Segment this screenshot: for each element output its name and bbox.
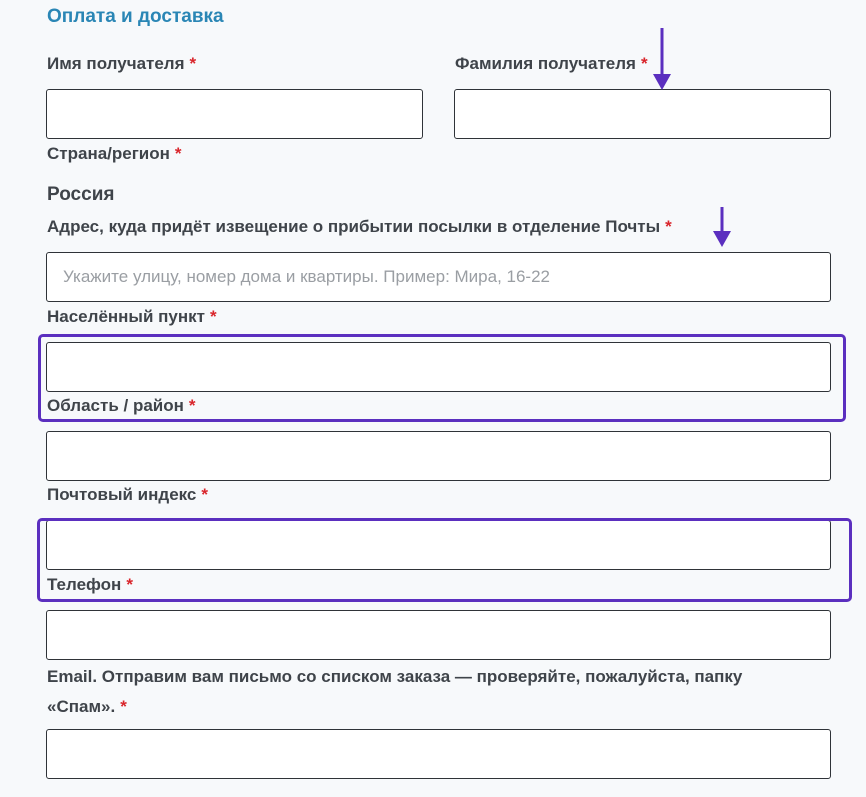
- required-mark: *: [120, 697, 127, 716]
- country-label-text: Страна/регион: [47, 144, 170, 163]
- phone-label-text: Телефон: [47, 575, 122, 594]
- down-arrow-icon: [710, 205, 734, 249]
- first-name-input[interactable]: [46, 89, 423, 139]
- down-arrow-icon: [650, 26, 674, 92]
- country-label: [47, 144, 182, 164]
- address-label-text: Адрес, куда придёт извещение о прибытии посылки в отделение Почты: [47, 217, 661, 236]
- required-mark: *: [189, 54, 197, 73]
- region-label-text: Область / район: [47, 396, 184, 415]
- required-mark: *: [126, 575, 133, 594]
- required-mark: *: [174, 144, 182, 163]
- required-mark: *: [209, 307, 217, 326]
- last-name-label-text: Фамилия получателя: [455, 54, 636, 73]
- highlight-box: [37, 518, 852, 602]
- postal-code-label-text: Почтовый индекс: [47, 485, 197, 504]
- region-input[interactable]: [46, 431, 831, 481]
- required-mark: *: [665, 217, 672, 236]
- email-input[interactable]: [46, 729, 831, 779]
- email-label: [47, 662, 807, 722]
- country-value: Россия: [47, 184, 115, 205]
- section-title: Оплата и доставка: [47, 6, 224, 27]
- city-label: [47, 307, 217, 327]
- address-input[interactable]: [46, 252, 831, 302]
- highlight-box: [38, 334, 846, 422]
- first-name-label-text: Имя получателя: [47, 54, 185, 73]
- address-label: [47, 217, 672, 237]
- email-label-text: Email. Отправим вам письмо со списком заказа — проверяйте, пожалуйста, папку «Спам».: [47, 667, 743, 716]
- required-mark: *: [640, 54, 648, 73]
- last-name-input[interactable]: [454, 89, 831, 139]
- postal-code-label: [47, 485, 208, 505]
- required-mark: *: [188, 396, 196, 415]
- required-mark: *: [201, 485, 209, 504]
- first-name-label: [47, 54, 196, 74]
- city-label-text: Населённый пункт: [47, 307, 205, 326]
- last-name-label: [455, 54, 648, 74]
- phone-input[interactable]: [46, 610, 831, 660]
